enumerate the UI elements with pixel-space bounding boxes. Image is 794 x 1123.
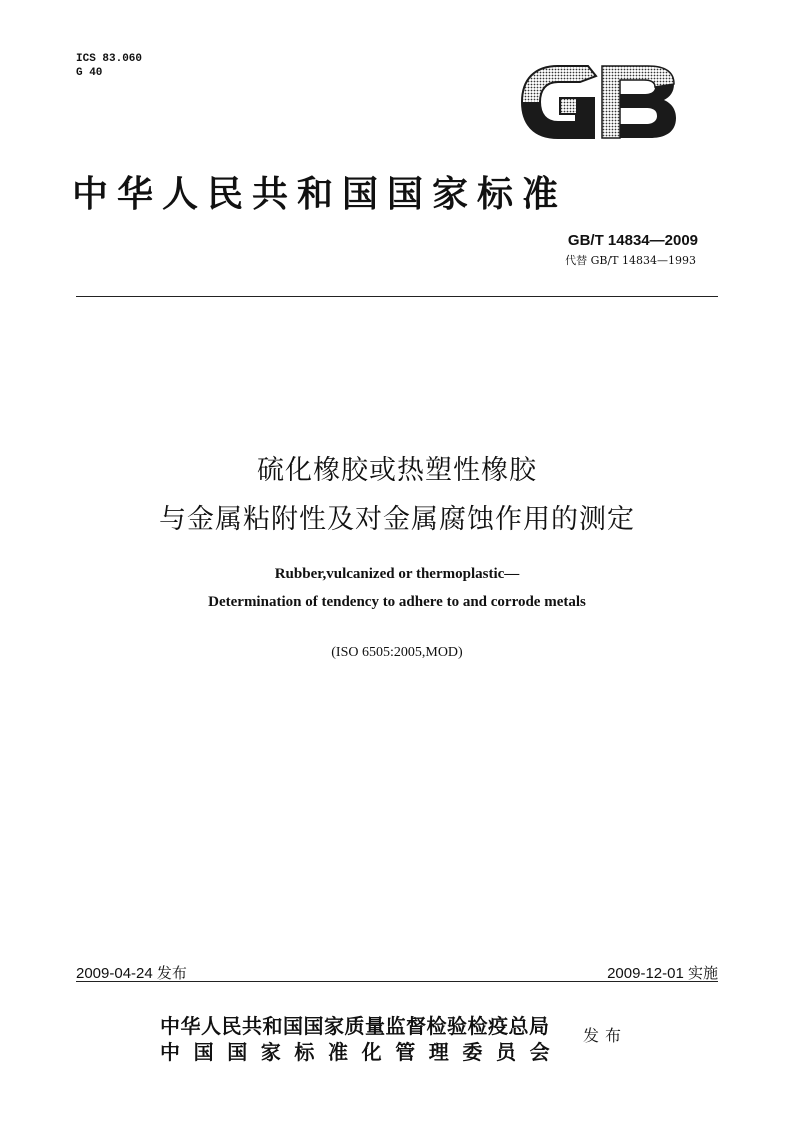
ics-code: ICS 83.060	[76, 53, 143, 65]
issue-date: 2009-04-24 发布	[76, 965, 187, 982]
publish-label: 发布	[583, 1026, 628, 1045]
national-standard-heading: 中华人民共和国国家标准	[72, 174, 568, 215]
english-title-line-1: Rubber,vulcanized or thermoplastic—	[274, 566, 520, 582]
implementation-date: 2009-12-01 实施	[607, 965, 718, 982]
english-title-line-2: Determination of tendency to adhere to and corrode metals	[208, 594, 586, 610]
issuer-line-2: 中国国家标准化管理委员会	[160, 1040, 564, 1064]
logo-text: GB	[518, 62, 520, 63]
ccs-code: G 40	[76, 67, 103, 79]
issuer-line-1: 中华人民共和国国家质量监督检验检疫总局	[160, 1014, 550, 1038]
header-divider	[76, 296, 718, 297]
classification-codes	[76, 52, 142, 80]
iso-reference: (ISO 6505:2005,MOD)	[331, 645, 463, 660]
chinese-title-line-1: 硫化橡胶或热塑性橡胶	[257, 455, 537, 486]
footer-divider	[76, 981, 718, 982]
chinese-title-line-2: 与金属粘附性及对金属腐蚀作用的测定	[159, 504, 635, 535]
standard-number: GB/T 14834—2009	[567, 232, 698, 249]
gb-standard-logo	[518, 62, 678, 142]
replaces-standard: 代替 GB/T 14834—1993	[565, 254, 696, 267]
